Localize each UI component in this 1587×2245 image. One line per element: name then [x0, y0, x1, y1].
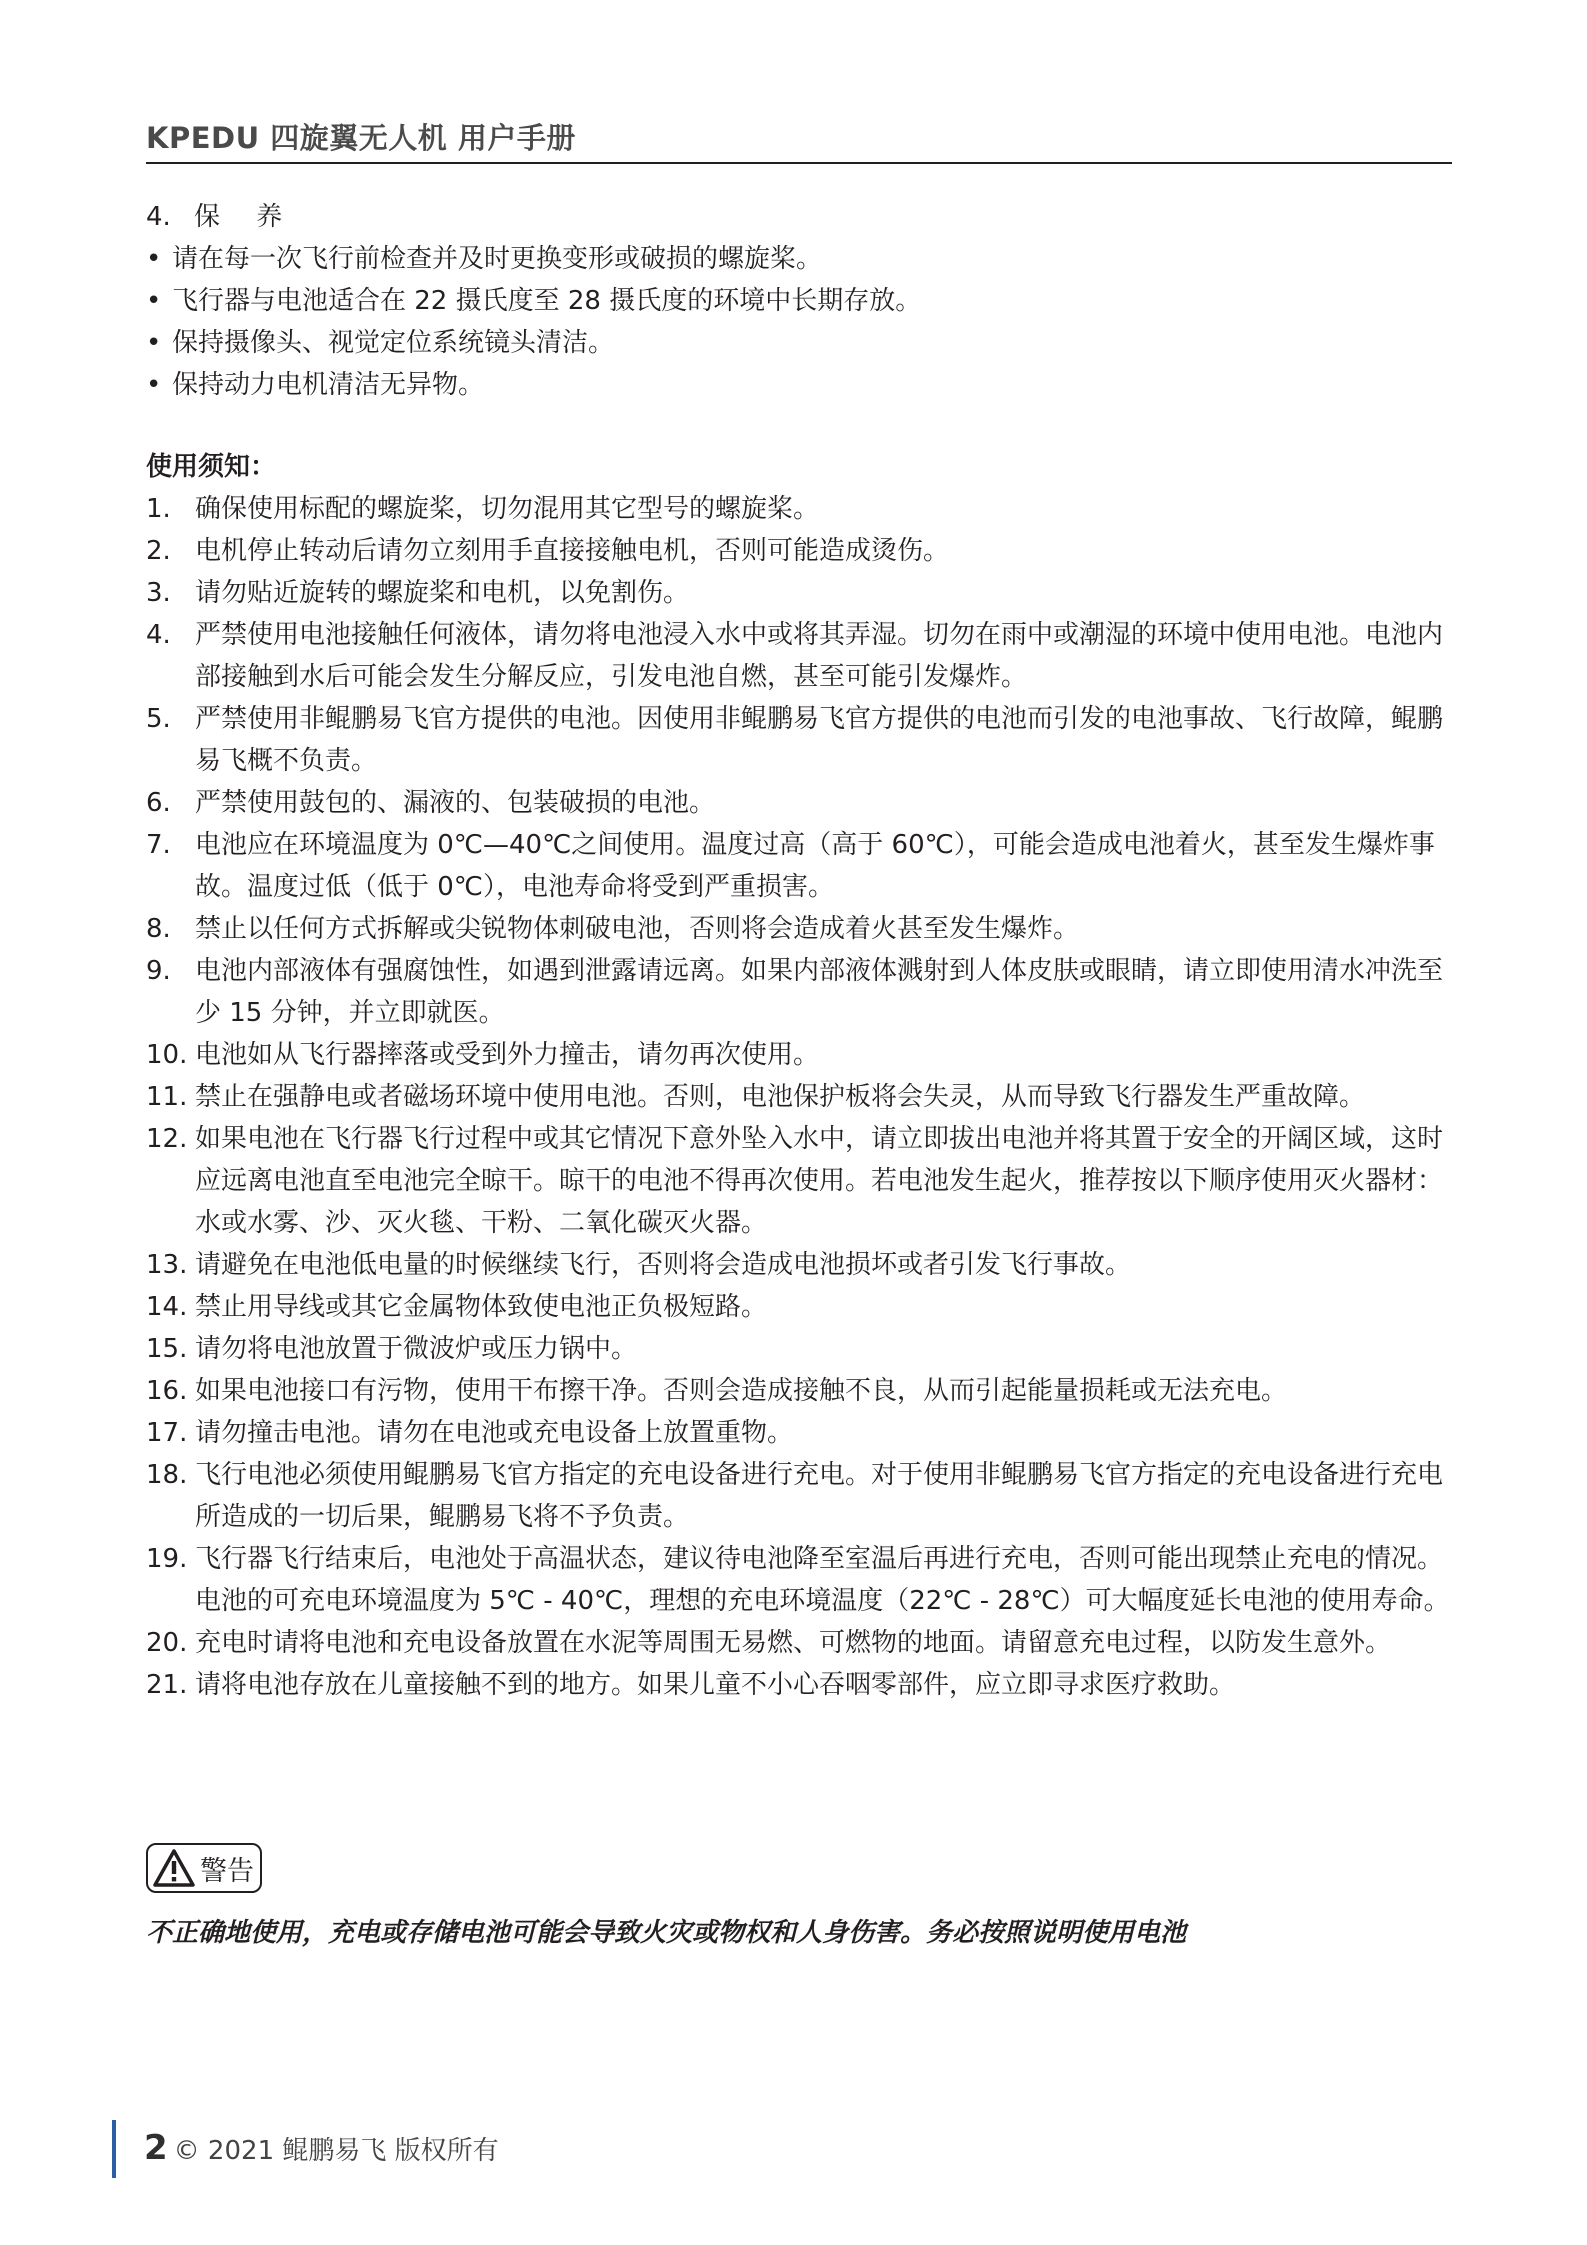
page-footer — [144, 2128, 499, 2168]
warning-triangle-icon — [152, 1848, 196, 1888]
list-item — [146, 782, 1462, 824]
footer-accent-bar — [112, 2120, 116, 2178]
maintenance-list — [146, 238, 1462, 406]
list-item — [146, 698, 1462, 782]
bullet: • — [146, 244, 162, 274]
item-number: 6. — [146, 788, 171, 818]
page-number: 2 — [144, 2128, 168, 2168]
item-number: 9. — [146, 956, 171, 986]
list-item-text: 保持摄像头、视觉定位系统镜头清洁。 — [172, 328, 615, 358]
item-number: 3. — [146, 578, 171, 608]
maintenance-number: 4. — [146, 202, 171, 232]
item-number: 5. — [146, 704, 171, 734]
maintenance-heading — [146, 196, 1462, 238]
warning-label: 警告 — [200, 1855, 254, 1887]
list-item-text: 电机停止转动后请勿立刻用手直接接触电机，否则可能造成烫伤。 — [195, 536, 950, 566]
item-number: 13. — [146, 1250, 188, 1280]
item-number: 15. — [146, 1334, 188, 1364]
list-item — [146, 614, 1462, 698]
list-item-text: 电池内部液体有强腐蚀性，如遇到泄露请远离。如果内部液体溅射到人体皮肤或眼睛，请立即使用清水冲洗至少 15 分钟，并立即就医。 — [195, 956, 1444, 1028]
list-item-text: 请在每一次飞行前检查并及时更换变形或破损的螺旋桨。 — [172, 244, 823, 274]
list-item-text: 请勿撞击电池。请勿在电池或充电设备上放置重物。 — [195, 1418, 794, 1448]
list-item-text: 电池应在环境温度为 0℃—40℃之间使用。温度过高（高于 60℃），可能会造成电池着火，甚至发生爆炸事故。温度过低（低于 0℃），电池寿命将受到严重损害。 — [195, 830, 1435, 902]
list-item — [146, 1454, 1462, 1538]
item-number: 16. — [146, 1376, 188, 1406]
list-item-text: 确保使用标配的螺旋桨，切勿混用其它型号的螺旋桨。 — [195, 494, 820, 524]
list-item — [146, 824, 1462, 908]
item-number: 10. — [146, 1040, 188, 1070]
page-content — [146, 196, 1462, 1706]
list-item — [146, 364, 1462, 406]
item-number: 14. — [146, 1292, 188, 1322]
list-item-text: 充电时请将电池和充电设备放置在水泥等周围无易燃、可燃物的地面。请留意充电过程，以防发生意外。 — [195, 1628, 1392, 1658]
item-number: 4. — [146, 620, 171, 650]
list-item-text: 飞行电池必须使用鲲鹏易飞官方指定的充电设备进行充电。对于使用非鲲鹏易飞官方指定的充电设备进行充电所造成的一切后果，鲲鹏易飞将不予负责。 — [195, 1460, 1444, 1532]
item-number: 11. — [146, 1082, 188, 1112]
list-item — [146, 1118, 1462, 1244]
list-item — [146, 280, 1462, 322]
list-item — [146, 1622, 1462, 1664]
list-item-text: 如果电池接口有污物，使用干布擦干净。否则会造成接触不良，从而引起能量损耗或无法充电。 — [195, 1376, 1288, 1406]
item-number: 17. — [146, 1418, 188, 1448]
list-item-text: 电池如从飞行器摔落或受到外力撞击，请勿再次使用。 — [195, 1040, 820, 1070]
list-item — [146, 950, 1462, 1034]
list-item — [146, 1664, 1462, 1706]
list-item — [146, 572, 1462, 614]
warning-text: 不正确地使用，充电或存储电池可能会导致火灾或物权和人身伤害。务必按照说明使用电池 — [146, 1918, 1187, 1948]
item-number: 18. — [146, 1460, 188, 1490]
list-item — [146, 1034, 1462, 1076]
list-item — [146, 1370, 1462, 1412]
item-number: 8. — [146, 914, 171, 944]
list-item — [146, 238, 1462, 280]
list-item-text: 严禁使用非鲲鹏易飞官方提供的电池。因使用非鲲鹏易飞官方提供的电池而引发的电池事故、飞行故障，鲲鹏易飞概不负责。 — [195, 704, 1444, 776]
list-item-text: 请将电池存放在儿童接触不到的地方。如果儿童不小心吞咽零部件，应立即寻求医疗救助。 — [195, 1670, 1236, 1700]
bullet: • — [146, 328, 162, 358]
list-item — [146, 1412, 1462, 1454]
warning-box — [146, 1843, 262, 1893]
item-number: 7. — [146, 830, 171, 860]
list-item-text: 请避免在电池低电量的时候继续飞行，否则将会造成电池损坏或者引发飞行事故。 — [195, 1250, 1132, 1280]
list-item — [146, 322, 1462, 364]
notice-list — [146, 488, 1462, 1706]
maintenance-title: 保 养 — [194, 202, 297, 232]
item-number: 1. — [146, 494, 171, 524]
list-item — [146, 1076, 1462, 1118]
list-item — [146, 908, 1462, 950]
item-number: 19. — [146, 1544, 188, 1574]
list-item-text: 严禁使用电池接触任何液体，请勿将电池浸入水中或将其弄湿。切勿在雨中或潮湿的环境中使用电池。电池内部接触到水后可能会发生分解反应，引发电池自燃，甚至可能引发爆炸。 — [195, 620, 1444, 692]
page-header — [146, 112, 1452, 164]
item-number: 20. — [146, 1628, 188, 1658]
item-number: 12. — [146, 1124, 188, 1154]
list-item — [146, 488, 1462, 530]
list-item — [146, 530, 1462, 572]
list-item — [146, 1286, 1462, 1328]
item-number: 21. — [146, 1670, 188, 1700]
copyright: © 2021 鲲鹏易飞 版权所有 — [173, 2136, 499, 2166]
list-item-text: 如果电池在飞行器飞行过程中或其它情况下意外坠入水中，请立即拔出电池并将其置于安全的开阔区域，这时应远离电池直至电池完全晾干。晾干的电池不得再次使用。若电池发生起火，推荐按以下顺序使用灭火器材：水或水雾、沙、灭火毯、干粉、二氧化碳灭火器。 — [195, 1124, 1444, 1238]
list-item-text: 飞行器飞行结束后，电池处于高温状态，建议待电池降至室温后再进行充电，否则可能出现禁止充电的情况。电池的可充电环境温度为 5℃ - 40℃，理想的充电环境温度（22℃ - 28℃）可大幅度延长电池的使用寿命。 — [195, 1544, 1450, 1616]
list-item-text: 请勿将电池放置于微波炉或压力锅中。 — [195, 1334, 638, 1364]
list-item — [146, 1328, 1462, 1370]
header-title: KPEDU 四旋翼无人机 用户手册 — [146, 121, 576, 155]
list-item-text: 禁止用导线或其它金属物体致使电池正负极短路。 — [195, 1292, 768, 1322]
item-number: 2. — [146, 536, 171, 566]
list-item — [146, 1244, 1462, 1286]
list-item-text: 飞行器与电池适合在 22 摄氏度至 28 摄氏度的环境中长期存放。 — [172, 286, 922, 316]
list-item-text: 禁止以任何方式拆解或尖锐物体刺破电池，否则将会造成着火甚至发生爆炸。 — [195, 914, 1080, 944]
list-item — [146, 1538, 1462, 1622]
list-item-text: 严禁使用鼓包的、漏液的、包装破损的电池。 — [195, 788, 716, 818]
bullet: • — [146, 370, 162, 400]
list-item-text: 请勿贴近旋转的螺旋桨和电机，以免割伤。 — [195, 578, 690, 608]
list-item-text: 禁止在强静电或者磁场环境中使用电池。否则，电池保护板将会失灵，从而导致飞行器发生严重故障。 — [195, 1082, 1366, 1112]
list-item-text: 保持动力电机清洁无异物。 — [172, 370, 485, 400]
bullet: • — [146, 286, 162, 316]
notice-heading: 使用须知： — [146, 452, 277, 482]
